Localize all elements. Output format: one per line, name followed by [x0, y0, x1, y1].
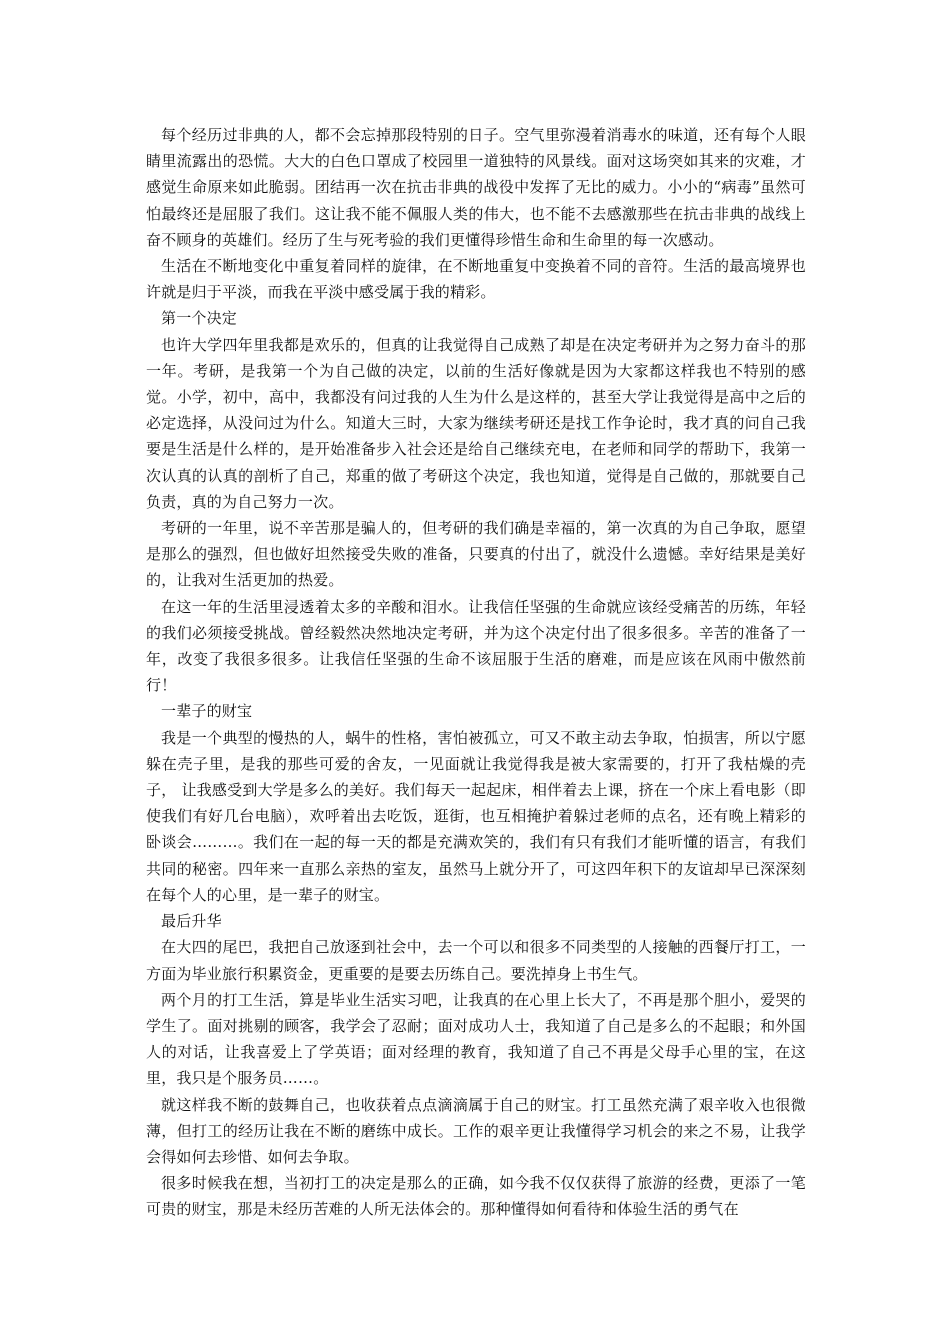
paragraph-two-months-work: 两个月的打工生活，算是毕业生活实习吧，让我真的在心里上长大了，不再是那个胆小，爱哭的学生了。面对挑剔的顾客，我学会了忍耐；面对成功人士，我知道了自己是多么的不起眼；和外国人的对话，让我喜爱上了学英语；面对经理的教育，我知道了自己不再是父母手心里的宝，在这里，我只是个服务员……。 [146, 990, 806, 1088]
paragraph-grad-exam-decision: 也许大学四年里我都是欢乐的，但真的让我觉得自己成熟了却是在决定考研并为之努力奋斗的那一年。考研，是我第一个为自己做的决定，以前的生活好像就是因为大家都这样我也不特别的感觉。小学，初中，高中，我都没有问过我的人生为什么是这样的，甚至大学让我觉得是高中之后的必定选择，从没问过为什么。知道大三时，大家为继续考研还是找工作争论时，我才真的问自己我要是生活是什么样的，是开始准备步入社会还是给自己继续充电，在老师和同学的帮助下，我第一次认真的认真的剖析了自己，郑重的做了考研这个决定，我也知道，觉得是自己做的，那就要自己负责，真的为自己努力一次。 [146, 335, 806, 511]
paragraph-sars-memory: 每个经历过非典的人，都不会忘掉那段特别的日子。空气里弥漫着消毒水的味道，还有每个人眼睛里流露出的恐慌。大大的白色口罩成了校园里一道独特的风景线。面对这场突如其来的灾难，才感觉生命原来如此脆弱。团结再一次在抗击非典的战役中发挥了无比的威力。小小的“病毒”虽然可怕最终还是屈服了我们。这让我不能不佩服人类的伟大，也不能不去感激那些在抗击非典的战线上奋不顾身的英雄们。经历了生与死考验的我们更懂得珍惜生命和生命里的每一次感动。 [146, 126, 806, 249]
section-heading-final-sublimation: 最后升华 [161, 912, 222, 931]
paragraph-life-rhythm: 生活在不断地变化中重复着同样的旋律，在不断地重复中变换着不同的音符。生活的最高境界也许就是归于平淡，而我在平淡中感受属于我的精彩。 [146, 257, 806, 302]
section-heading-first-decision: 第一个决定 [161, 309, 238, 328]
paragraph-encouragement: 就这样我不断的鼓舞自己，也收获着点点滴滴属于自己的财宝。打工虽然充满了艰辛收入也很微薄，但打工的经历让我在不断的磨练中成长。工作的艰辛更让我懂得学习机会的来之不易，让我学会得如何去珍惜、如何去争取。 [146, 1095, 806, 1166]
document-body [146, 122, 806, 1223]
paragraph-part-time-job: 在大四的尾巴，我把自己放逐到社会中，去一个可以和很多不同类型的人接触的西餐厅打工，一方面为毕业旅行积累资金，更重要的是要去历练自己。要洗掉身上书生气。 [146, 938, 806, 983]
paragraph-reflection: 很多时候我在想，当初打工的决定是那么的正确，如今我不仅仅获得了旅游的经费，更添了一笔可贵的财宝，那是未经历苦难的人所无法体会的。那种懂得如何看待和体验生活的勇气在 [146, 1174, 806, 1219]
paragraph-roommates: 我是一个典型的慢热的人，蜗牛的性格，害怕被孤立，可又不敢主动去争取，怕损害，所以宁愿躲在壳子里，是我的那些可爱的舍友，一见面就让我觉得我是被大家需要的，打开了我枯燥的壳子， 让我感受到大学是多么的美好。我们每天一起起床，相伴着去上课，挤在一个床上看电影（即使我们有好几台电脑），欢呼着出去吃饭，逛街，也互相掩护着躲过老师的点名，还有晚上精彩的卧谈会………。我们在一起的每一天的都是充满欢笑的，我们有只有我们才能听懂的语言，有我们共同的秘密。四年来一直那么亲热的室友，虽然马上就分开了，可这四年积下的友谊却早已深深刻在每个人的心里，是一辈子的财宝。 [146, 728, 806, 904]
section-heading-lifelong-treasure: 一辈子的财宝 [161, 702, 253, 721]
paragraph-hardship: 在这一年的生活里浸透着太多的辛酸和泪水。让我信任坚强的生命就应该经受痛苦的历练，年轻的我们必须接受挑战。曾经毅然决然地决定考研，并为这个决定付出了很多很多。辛苦的准备了一年，改变了我很多很多。让我信任坚强的生命不该屈服于生活的磨难，而是应该在风雨中傲然前行！ [146, 597, 806, 695]
paragraph-grad-exam-year: 考研的一年里，说不辛苦那是骗人的，但考研的我们确是幸福的，第一次真的为自己争取，愿望是那么的强烈，但也做好坦然接受失败的准备，只要真的付出了，就没什么遗憾。幸好结果是美好的，让我对生活更加的热爱。 [146, 519, 806, 590]
